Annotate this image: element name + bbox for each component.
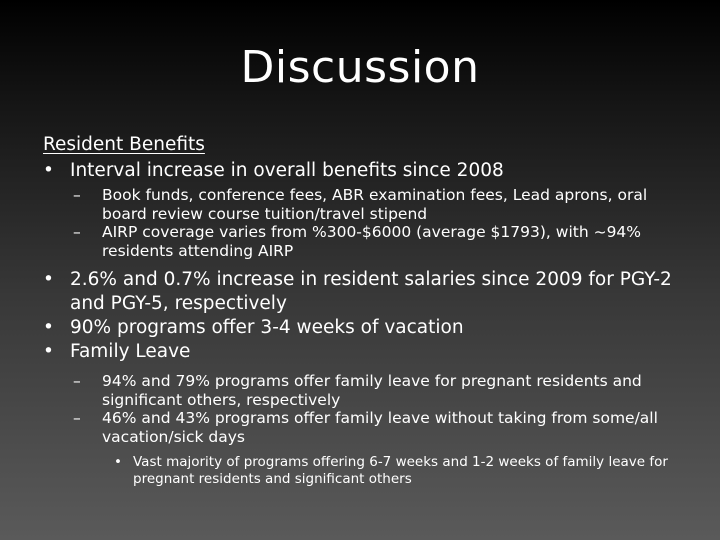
bullet-text: 2.6% and 0.7% increase in resident salaries since 2009 for PGY-2 and PGY-5, respectively <box>70 269 672 314</box>
sub-bullet-text: Book funds, conference fees, ABR examination fees, Lead aprons, oral board review course tuition/travel stipend <box>102 186 648 223</box>
bullet-text: Interval increase in overall benefits since 2008 <box>70 160 504 181</box>
dash-icon: – <box>73 372 81 390</box>
bullet-dot-icon: • <box>43 317 54 338</box>
dash-icon: – <box>73 409 81 427</box>
sub-bullet-text: 94% and 79% programs offer family leave for pregnant residents and significant others, respectively <box>102 372 642 409</box>
sub-bullet-family-leave-offer <box>43 372 693 409</box>
slide-content <box>43 133 693 487</box>
sub-bullet-text: 46% and 43% programs offer family leave without taking from some/all vacation/sick days <box>102 409 658 446</box>
sub-sub-bullet-text: Vast majority of programs offering 6-7 weeks and 1-2 weeks of family leave for pregnant residents and significant others <box>133 454 668 487</box>
dash-icon: – <box>73 223 81 241</box>
bullet-dot-icon: • <box>43 160 54 181</box>
bullet-family-leave <box>43 340 693 364</box>
bullet-dot-icon: • <box>114 454 122 470</box>
sub-bullet-family-leave-no-vacation <box>43 409 693 446</box>
sub-bullet-airp-coverage <box>43 223 693 260</box>
sub-bullet-text: AIRP coverage varies from %300-$6000 (average $1793), with ~94% residents attending AIRP <box>102 223 642 260</box>
bullet-dot-icon: • <box>43 341 54 362</box>
section-heading: Resident Benefits <box>43 134 205 155</box>
bullet-salary-increase <box>43 268 693 316</box>
sub-sub-bullet-leave-duration <box>43 454 693 487</box>
bullet-vacation <box>43 316 693 340</box>
bullet-dot-icon: • <box>43 269 54 290</box>
slide-title: Discussion <box>240 42 480 93</box>
sub-bullet-book-funds <box>43 186 693 223</box>
bullet-text: 90% programs offer 3-4 weeks of vacation <box>70 317 464 338</box>
bullet-text: Family Leave <box>70 341 191 362</box>
dash-icon: – <box>73 186 81 204</box>
bullet-benefits-increase <box>43 159 693 183</box>
